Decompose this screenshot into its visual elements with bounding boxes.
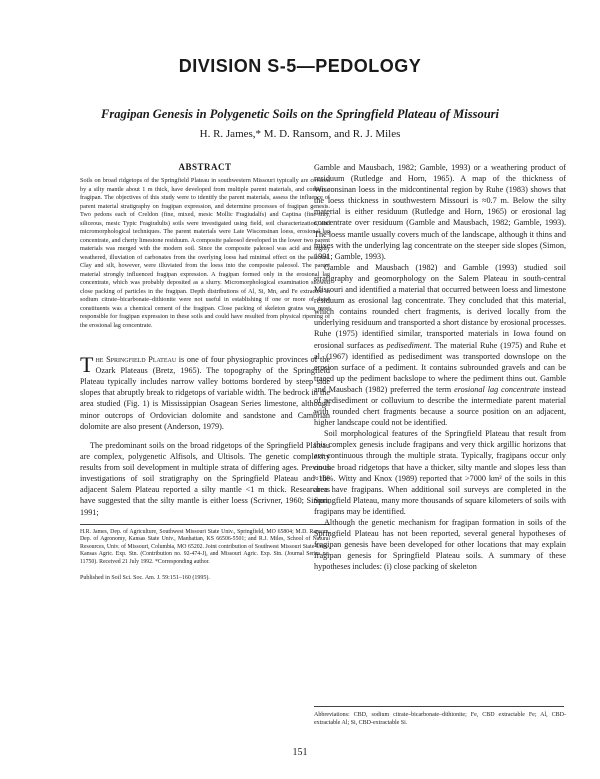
body-paragraph: Although the genetic mechanism for fragipan formation in soils of the Springfield Plateau has not been reported, several general hypotheses of fragipan genesis have been developed for other locations that may explain fragipan genesis for Springfield Plateau soils. A summary of these hypotheses includes: (i) close packing of skeleton bbox=[314, 518, 566, 572]
italic-term: pedisediment bbox=[386, 340, 430, 350]
body-text: instead of pedisediment or colluvium to describe the intermediate parent material with rounded chert fragments because a source position on an adjacent, higher landscape could not be identified. bbox=[314, 384, 566, 428]
intro-text: is one of four physiographic provinces of the Ozark Plateaus (Bretz, 1965). The topography of the Springfield Plateau typically includes narrow valley bottoms bordered by steep side slopes that abruptly break to ridgetops of variable width. The bedrock in the area studied (Fig. 1) is Mississippian Osagean Series limestone, although minor outcrops of Ordovician dolomite and sandstone and Cambrian dolomite are also present (Anderson, 1979). bbox=[80, 355, 330, 431]
drop-cap: T bbox=[80, 352, 94, 378]
body-paragraph: Soil morphological features of the Springfield Plateau that result from this complex genesis include fragipans and very thick argillic horizons that are continuous through the multiple strata. Typically, fragipans occur only on the broad ridgetops that have a thicker, silty mantle and slopes less than ≈10%. Witty and Knox (1989) reported that >7000 km² of the soils in this area have fragipans. When additional soil surveys are completed in the Springfield Plateau, many more thousands of square kilometers of soils with fragipans may be identified. bbox=[314, 429, 566, 516]
abbreviations-note: Abbreviations: CBD, sodium citrate–bicarbonate–dithionite; Fe, CBD extractable Fe; Al, CBD-extractable Al; Si, CBD-extractable Si. bbox=[314, 712, 566, 726]
abbreviations-divider bbox=[314, 706, 564, 707]
footnote-divider bbox=[80, 524, 330, 525]
body-text: . The material Ruhe (1975) and Ruhe et al. (1967) identified as pedisediment was transported downslope on the erosion surface of a pediment. It contains subrounded gravels and can be traced up the pediment backslope to where the pediment thins out. Gamble and Mausbach (1982) preferred the term bbox=[314, 340, 567, 394]
article-title: Fragipan Genesis in Polygenetic Soils on the Springfield Plateau of Missouri bbox=[101, 107, 499, 121]
body-paragraph: Gamble and Mausbach, 1982; Gamble, 1993) or a weathering product of residuum (Rutledge and Horn, 1965). A map of the thickness of Wisconsinan loess in the midcontinental region by Ruhe (1983) shows that the loess thickness in southwestern Missouri is ≈0.7 m. Below the silty material is either residuum (Rutledge and Horn, 1965) or erosional lag concentrate over residuum (Gamble and Mausbach, 1982; Gamble, 1993). The loess mantle usually covers much of the landscape, although it thins and mixes with the underlying lag concentrate on the steeper side slopes (Simon, 1991; Gamble, 1993). bbox=[314, 163, 566, 261]
intro-smallcaps: he Springfield Plateau bbox=[95, 355, 177, 365]
body-paragraph: The predominant soils on the broad ridgetops of the Springfield Plateau are complex, polygenetic Alfisols, and Ultisols. The genetic complexity results from soil development in multiple strata of differing ages. Previous investigations of soil stratigraphy on the Springfield Plateau and the adjacent Salem Plateau reported a silty mantle <1 m thick. Researchers have suggested that the silty mantle is either loess (Scrivner, 1960; Simon, 1991; bbox=[80, 440, 330, 517]
left-column bbox=[80, 162, 330, 584]
abstract-text: Soils on broad ridgetops of the Springfield Plateau in southwestern Missouri typically are covered by a silty mantle about 1 m thick, have developed from multiple parent materials, and contain a fragipan. The objectives of this study were to identify the parent materials, assess the influence of parent material stratigraphy on fragipan expression, and determine processes of fragipan genesis. Two pedons each of Creldon (fine, mixed, mesic Mollic Fragiudalfs) and Captina (fine-silty, siliceous, mesic Typic Fragiudults) soils were investigated using field, soil characterization, and micromorphological techniques. The parent materials were Late Wisconsinan loess, erosional lag concentrate, and cherty limestone residuum. A composite paleosol developed in the lower two parent materials was merged with the modern soil. Since the composite paleosol was acid and highly weathered, illuviation of carbonates from the overlying loess had minimal effect on the paleosol. Clay and silt, however, were illuviated from the loess into the composite paleosol. The parent material strongly influenced fragipan expression. A fragipan formed only in the erosional lag concentrate, which was probably deposited as a slurry. Micromorphological examination showed close packing of particles in the fragipan. Depth distributions of Al, Si, Mn, and Fe extracted in sodium citrate–bicarbonate–dithionite were not useful in establishing if one or more of these constituents was a chemical cement of the fragipan. Close packing of skeleton grains was most responsible for fragipan expression in these soils and could have resulted from physical ripening of the erosional lag concentrate. bbox=[80, 177, 330, 329]
publication-line: Published in Soil Sci. Soc. Am. J. 59:151–160 (1995). bbox=[80, 574, 210, 581]
italic-term: erosional lag concentrate bbox=[454, 384, 540, 394]
author-line: H. R. James,* M. D. Ransom, and R. J. Miles bbox=[199, 128, 401, 140]
intro-paragraph bbox=[80, 354, 330, 432]
right-column bbox=[314, 162, 566, 572]
body-text: Gamble and Mausbach (1982) and Gamble (1993) studied soil stratigraphy and geomorphology on the Salem Plateau in south-central Missouri and identified a material that occurred between loess and limestone residuum as erosional lag concentrate. They concluded that this material, which contains rounded chert fragments, is derived locally from the underlying residuum and transported a short distance by erosional processes. Ruhe (1975) identified similar, transported materials in Iowa found on erosional surfaces as bbox=[314, 262, 566, 350]
author-affiliation-footnote: H.R. James, Dep. of Agriculture, Southwest Missouri State Univ., Springfield, MO 65804; M.D. Ransom, Dep. of Agronomy, Kansas State Univ., Manhattan, KS 66506-5501; and R.J. Miles, School of Natural Resources, Univ. of Missouri, Columbia, MO 65202. Joint contribution of Southwest Missouri State Univ., Kansas Agric. Exp. Stn. (Contribution no. 92-474-J), and Missouri Agric. Exp. Stn. (Journal Series no. 11750). Received 21 July 1992. *Corresponding author. bbox=[80, 528, 330, 565]
abstract-heading: ABSTRACT bbox=[178, 162, 232, 172]
body-paragraph bbox=[314, 262, 566, 428]
page-number: 151 bbox=[292, 747, 308, 758]
division-heading: DIVISION S-5—PEDOLOGY bbox=[178, 56, 422, 76]
